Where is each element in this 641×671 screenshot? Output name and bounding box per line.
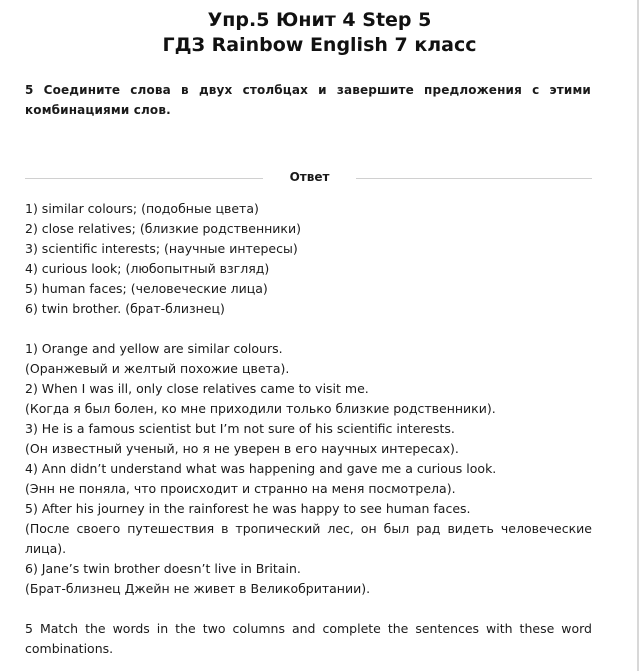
page-title: Упр.5 Юнит 4 Step 5 [207,9,432,31]
sentence-translation: (Оранжевый и желтый похожие цвета). [25,361,290,376]
sentence-english: 2) When I was ill, only close relatives came to visit me. [25,381,369,396]
page-subtitle: ГДЗ Rainbow English 7 класс [162,34,477,56]
word-combinations-list [25,199,592,319]
combination-item: 2) close relatives; (близкие родственники) [25,221,301,236]
sentence-english: 1) Orange and yellow are similar colours. [25,341,283,356]
answer-divider [25,170,592,188]
divider-line-left [25,178,263,179]
sentence-translation: (Энн не поняла, что происходит и странно на меня посмотрела). [25,481,456,496]
combination-item: 4) curious look; (любопытный взгляд) [25,261,270,276]
sentence-translation: (После своего путешествия в тропический лес, он был рад видеть человеческие лица). [25,521,592,556]
task-instruction: 5 Соедините слова в двух столбцах и завершите предложения с этими комбинациями слов. [25,83,591,117]
sentences-list [25,339,592,599]
sentence-english: 6) Jane’s twin brother doesn’t live in Britain. [25,561,301,576]
divider-line-right [356,178,592,179]
sentence-english: 5) After his journey in the rainforest he was happy to see human faces. [25,501,471,516]
combination-item: 1) similar colours; (подобные цвета) [25,201,259,216]
sentence-translation: (Когда я был болен, ко мне приходили только близкие родственники). [25,401,496,416]
sentence-english: 3) He is a famous scientist but I’m not sure of his scientific interests. [25,421,455,436]
combination-item: 5) human faces; (человеческие лица) [25,281,268,296]
combination-item: 3) scientific interests; (научные интересы) [25,241,298,256]
sentence-english: 4) Ann didn’t understand what was happening and gave me a curious look. [25,461,497,476]
answer-label: Ответ [289,170,330,184]
combination-item: 6) twin brother. (брат-близнец) [25,301,225,316]
sentence-translation: (Он известный ученый, но я не уверен в его научных интересах). [25,441,459,456]
english-task-text: 5 Match the words in the two columns and complete the sentences with these word combinations. [25,621,592,656]
sentence-translation: (Брат-близнец Джейн не живет в Великобритании). [25,581,371,596]
